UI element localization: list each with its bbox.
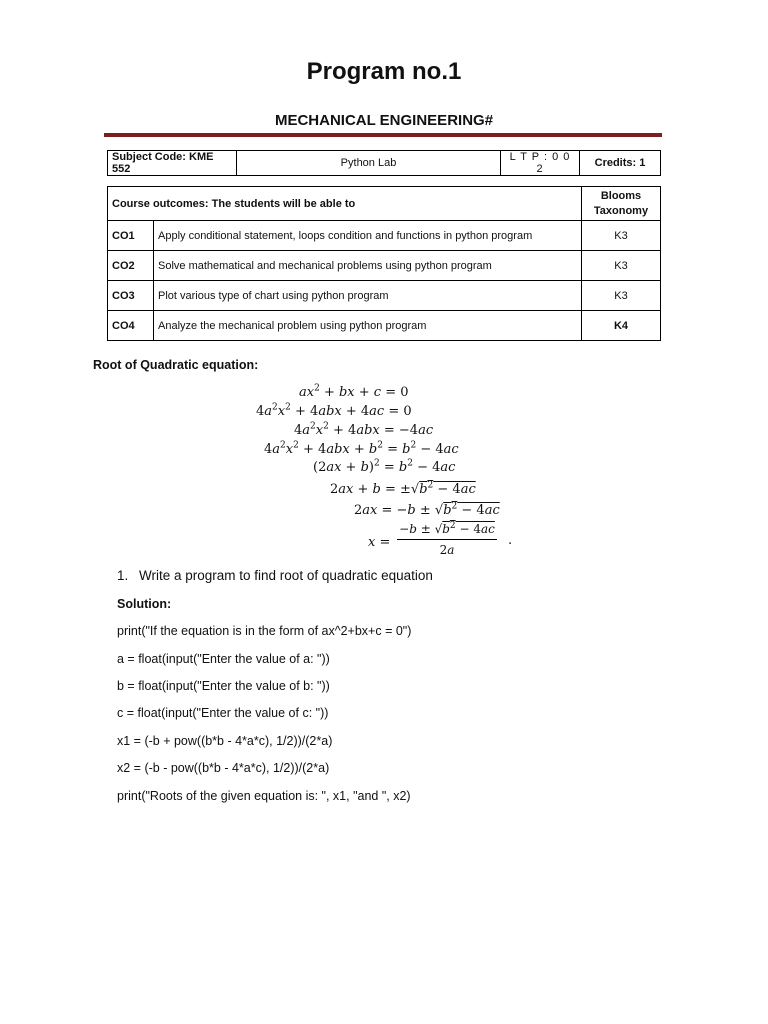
equation-line: $4a^2x^2 + 4abx = -4ac$ [294, 421, 434, 438]
equation-line: x = [368, 535, 391, 550]
table-row [108, 281, 661, 311]
code-line: print("If the equation is in the form of ax^2+bx+c = 0") [117, 624, 412, 638]
outcome-level: K4 [582, 311, 661, 341]
outcome-code: CO3 [108, 281, 154, 311]
code-line: b = float(input("Enter the value of b: ")) [117, 679, 330, 693]
course-outcomes-table [107, 186, 661, 341]
outcome-level: K3 [582, 281, 661, 311]
question-text: Write a program to find root of quadratic equation [139, 568, 433, 583]
question-item [117, 568, 433, 583]
solution-label: Solution: [117, 597, 172, 611]
equation-line: $ax^2$ + bx + c = 0 [299, 383, 409, 400]
code-line: x1 = (-b + pow((b*b - 4*a*c), 1/2))/(2*a) [117, 734, 333, 748]
question-number: 1. [117, 568, 129, 583]
equation-line: $4a^2x^2 + 4abx + 4ac = 0$ [256, 402, 412, 419]
outcomes-header-row [108, 187, 661, 221]
outcome-text: Apply conditional statement, loops condition and functions in python program [154, 221, 582, 251]
subject-row [108, 151, 661, 176]
outcome-code: CO4 [108, 311, 154, 341]
taxonomy-header-line-1: Blooms [600, 189, 642, 202]
code-line: x2 = (-b - pow((b*b - 4*a*c), 1/2))/(2*a) [117, 761, 330, 775]
code-line: c = float(input("Enter the value of c: ")) [117, 706, 329, 720]
taxonomy-header [582, 187, 661, 221]
code-line: a = float(input("Enter the value of a: ")) [117, 652, 330, 666]
equation-line: $2ax = -b \pm √b^2 - 4ac$ [354, 501, 500, 518]
subject-name: Python Lab [237, 151, 501, 176]
equation-line: $2ax + b = \pm√b^2 - 4ac$ [330, 480, 476, 497]
equation-line: $(2ax + b)^2 = b^2 - 4ac$ [313, 458, 456, 475]
outcome-level: K3 [582, 251, 661, 281]
quadratic-formula-fraction: $-b \pm √b^2 - 4ac$ 2a [397, 522, 497, 557]
equation-period: . [508, 533, 513, 548]
equation-line: $4a^2x^2 + 4abx + b^2 = b^2 - 4ac$ [264, 440, 459, 457]
table-row [108, 221, 661, 251]
heading-rule [104, 133, 662, 137]
outcome-text: Analyze the mechanical problem using python program [154, 311, 582, 341]
section-title: Root of Quadratic equation: [93, 358, 259, 372]
outcome-code: CO2 [108, 251, 154, 281]
outcome-level: K3 [582, 221, 661, 251]
code-line: print("Roots of the given equation is: ", x1, "and ", x2) [117, 789, 411, 803]
table-row [108, 311, 661, 341]
credits-value: Credits: 1 [580, 151, 661, 176]
department-heading: MECHANICAL ENGINEERING# [274, 112, 494, 129]
document-title: Program no.1 [306, 58, 462, 85]
subject-table [107, 150, 661, 176]
outcome-text: Solve mathematical and mechanical problems using python program [154, 251, 582, 281]
subject-code: Subject Code: KME 552 [108, 151, 237, 176]
outcome-text: Plot various type of chart using python program [154, 281, 582, 311]
table-row [108, 251, 661, 281]
taxonomy-header-line-2: Taxonomy [593, 204, 649, 217]
outcomes-header: Course outcomes: The students will be able to [108, 187, 582, 221]
ltp-value: L T P : 0 0 2 [501, 151, 580, 176]
outcome-code: CO1 [108, 221, 154, 251]
